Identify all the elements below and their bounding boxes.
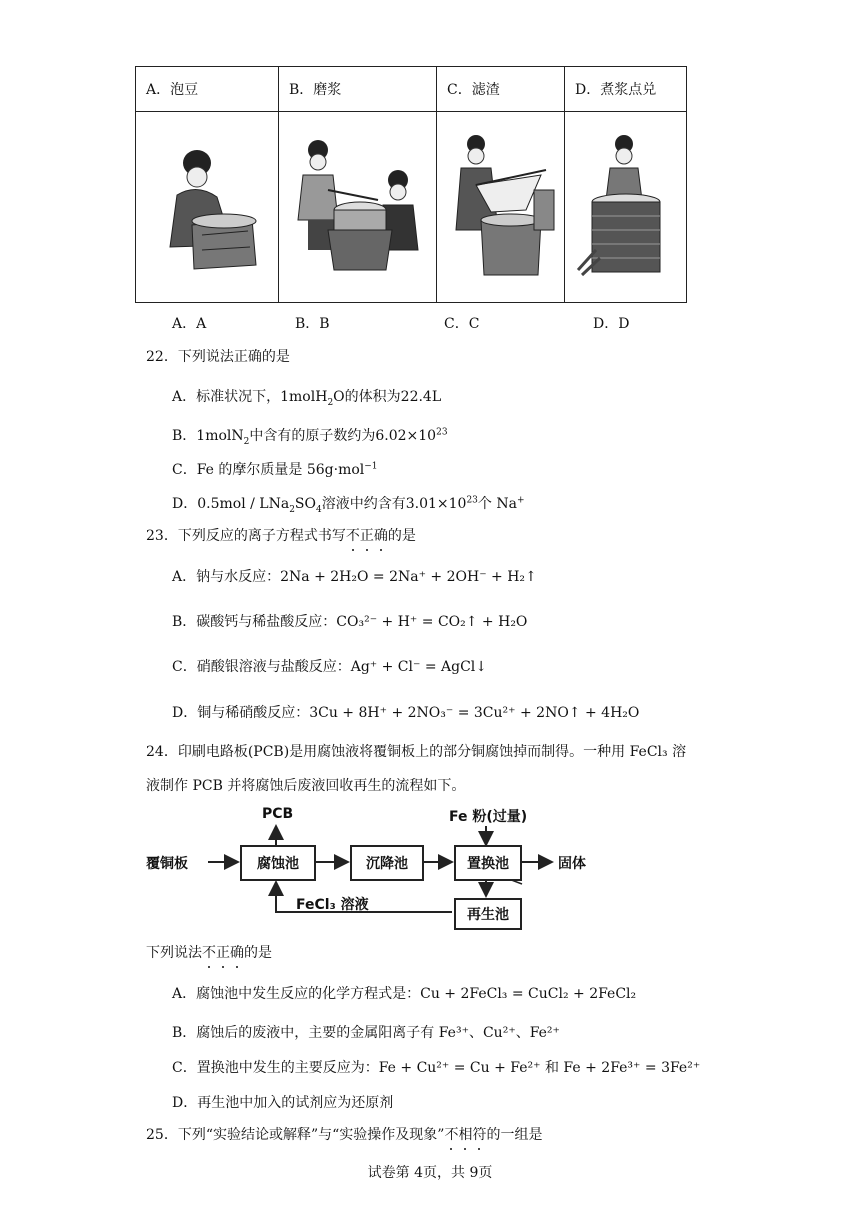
q24-option-a: A．腐蚀池中发生反应的化学方程式是：Cu + 2FeCl₃ = CuCl₂ + 2FeCl₂ [172, 986, 637, 1002]
diagram-fe-powder-label: Fe 粉(过量) [449, 809, 528, 825]
q24-stem-line1: 24．印刷电路板(PCB)是用腐蚀液将覆铜板上的部分铜腐蚀掉而制得。一种用 FeCl₃ 溶 [146, 744, 687, 760]
q21-option-d: D．D [593, 316, 630, 332]
table-header-b: B．磨浆 [279, 67, 437, 112]
q21-option-b: B．B [295, 316, 330, 332]
q25-stem: 25．下列“实验结论或解释”与“实验操作及现象”不相符的一组是 [146, 1124, 542, 1144]
q23-option-a: A．钠与水反应：2Na + 2H₂O = 2Na⁺ + 2OH⁻ + H₂↑ [172, 569, 537, 585]
table-header-d: D．煮浆点兑 [565, 67, 687, 112]
diagram-pcb-label: PCB [262, 806, 294, 822]
box-regeneration-pool: 再生池 [454, 898, 522, 930]
q22-option-d: D．$0.5mol / LNa_2SO_4$溶液中约含有$3.01\times 10^{23}$个 Na+ [172, 495, 525, 515]
q23-option-d: D．铜与稀硝酸反应：3Cu + 8H⁺ + 2NO₃⁻ = 3Cu²⁺ + 2NO↑ + 4H₂O [172, 705, 640, 721]
q24-option-b: B．腐蚀后的废液中，主要的金属阳离子有 Fe³⁺、Cu²⁺、Fe²⁺ [172, 1025, 560, 1041]
q22-option-b: B．1molN$_2$中含有的原子数约为$6.02\times 10^{23}$ [172, 427, 448, 447]
q22-stem: 22．下列说法正确的是 [146, 349, 290, 365]
q24-option-c: C．置换池中发生的主要反应为：Fe + Cu²⁺ = Cu + Fe²⁺ 和 Fe + 2Fe³⁺ = 3Fe²⁺ [172, 1060, 701, 1076]
q21-option-c: C．C [444, 316, 480, 332]
diagram-input-label: 覆铜板 [146, 856, 188, 872]
diagram-solid-label: 固体 [558, 856, 586, 872]
q24-question: 下列说法不正确的是 [146, 942, 272, 962]
page-footer: 试卷第 4页，共 9页 [367, 1165, 493, 1181]
box-corrosion-pool: 腐蚀池 [240, 845, 316, 881]
q23-stem: 23．下列反应的离子方程式书写不正确的是 [146, 525, 416, 545]
q23-option-c: C．硝酸银溶液与盐酸反应：Ag⁺ + Cl⁻ = AgCl↓ [172, 659, 488, 675]
box-settling-pool: 沉降池 [350, 845, 424, 881]
q23-option-b: B．碳酸钙与稀盐酸反应：CO₃²⁻ + H⁺ = CO₂↑ + H₂O [172, 614, 528, 630]
q22-option-a: A．标准状况下，1molH$_2$O的体积为22.4L [172, 389, 442, 408]
q22-option-c: C．Fe 的摩尔质量是 56g·mol$^{-1}$ [172, 461, 378, 478]
q24-stem-line2: 液制作 PCB 并将腐蚀后废液回收再生的流程如下。 [146, 778, 466, 794]
table-header-c: C．滤渣 [437, 67, 565, 112]
table-header-a: A．泡豆 [136, 67, 279, 112]
q24-option-d: D．再生池中加入的试剂应为还原剂 [172, 1095, 394, 1111]
q21-option-a: A．A [172, 316, 207, 332]
diagram-recycle-label: FeCl₃ 溶液 [296, 897, 369, 913]
box-displacement-pool: 置换池 [454, 845, 522, 881]
